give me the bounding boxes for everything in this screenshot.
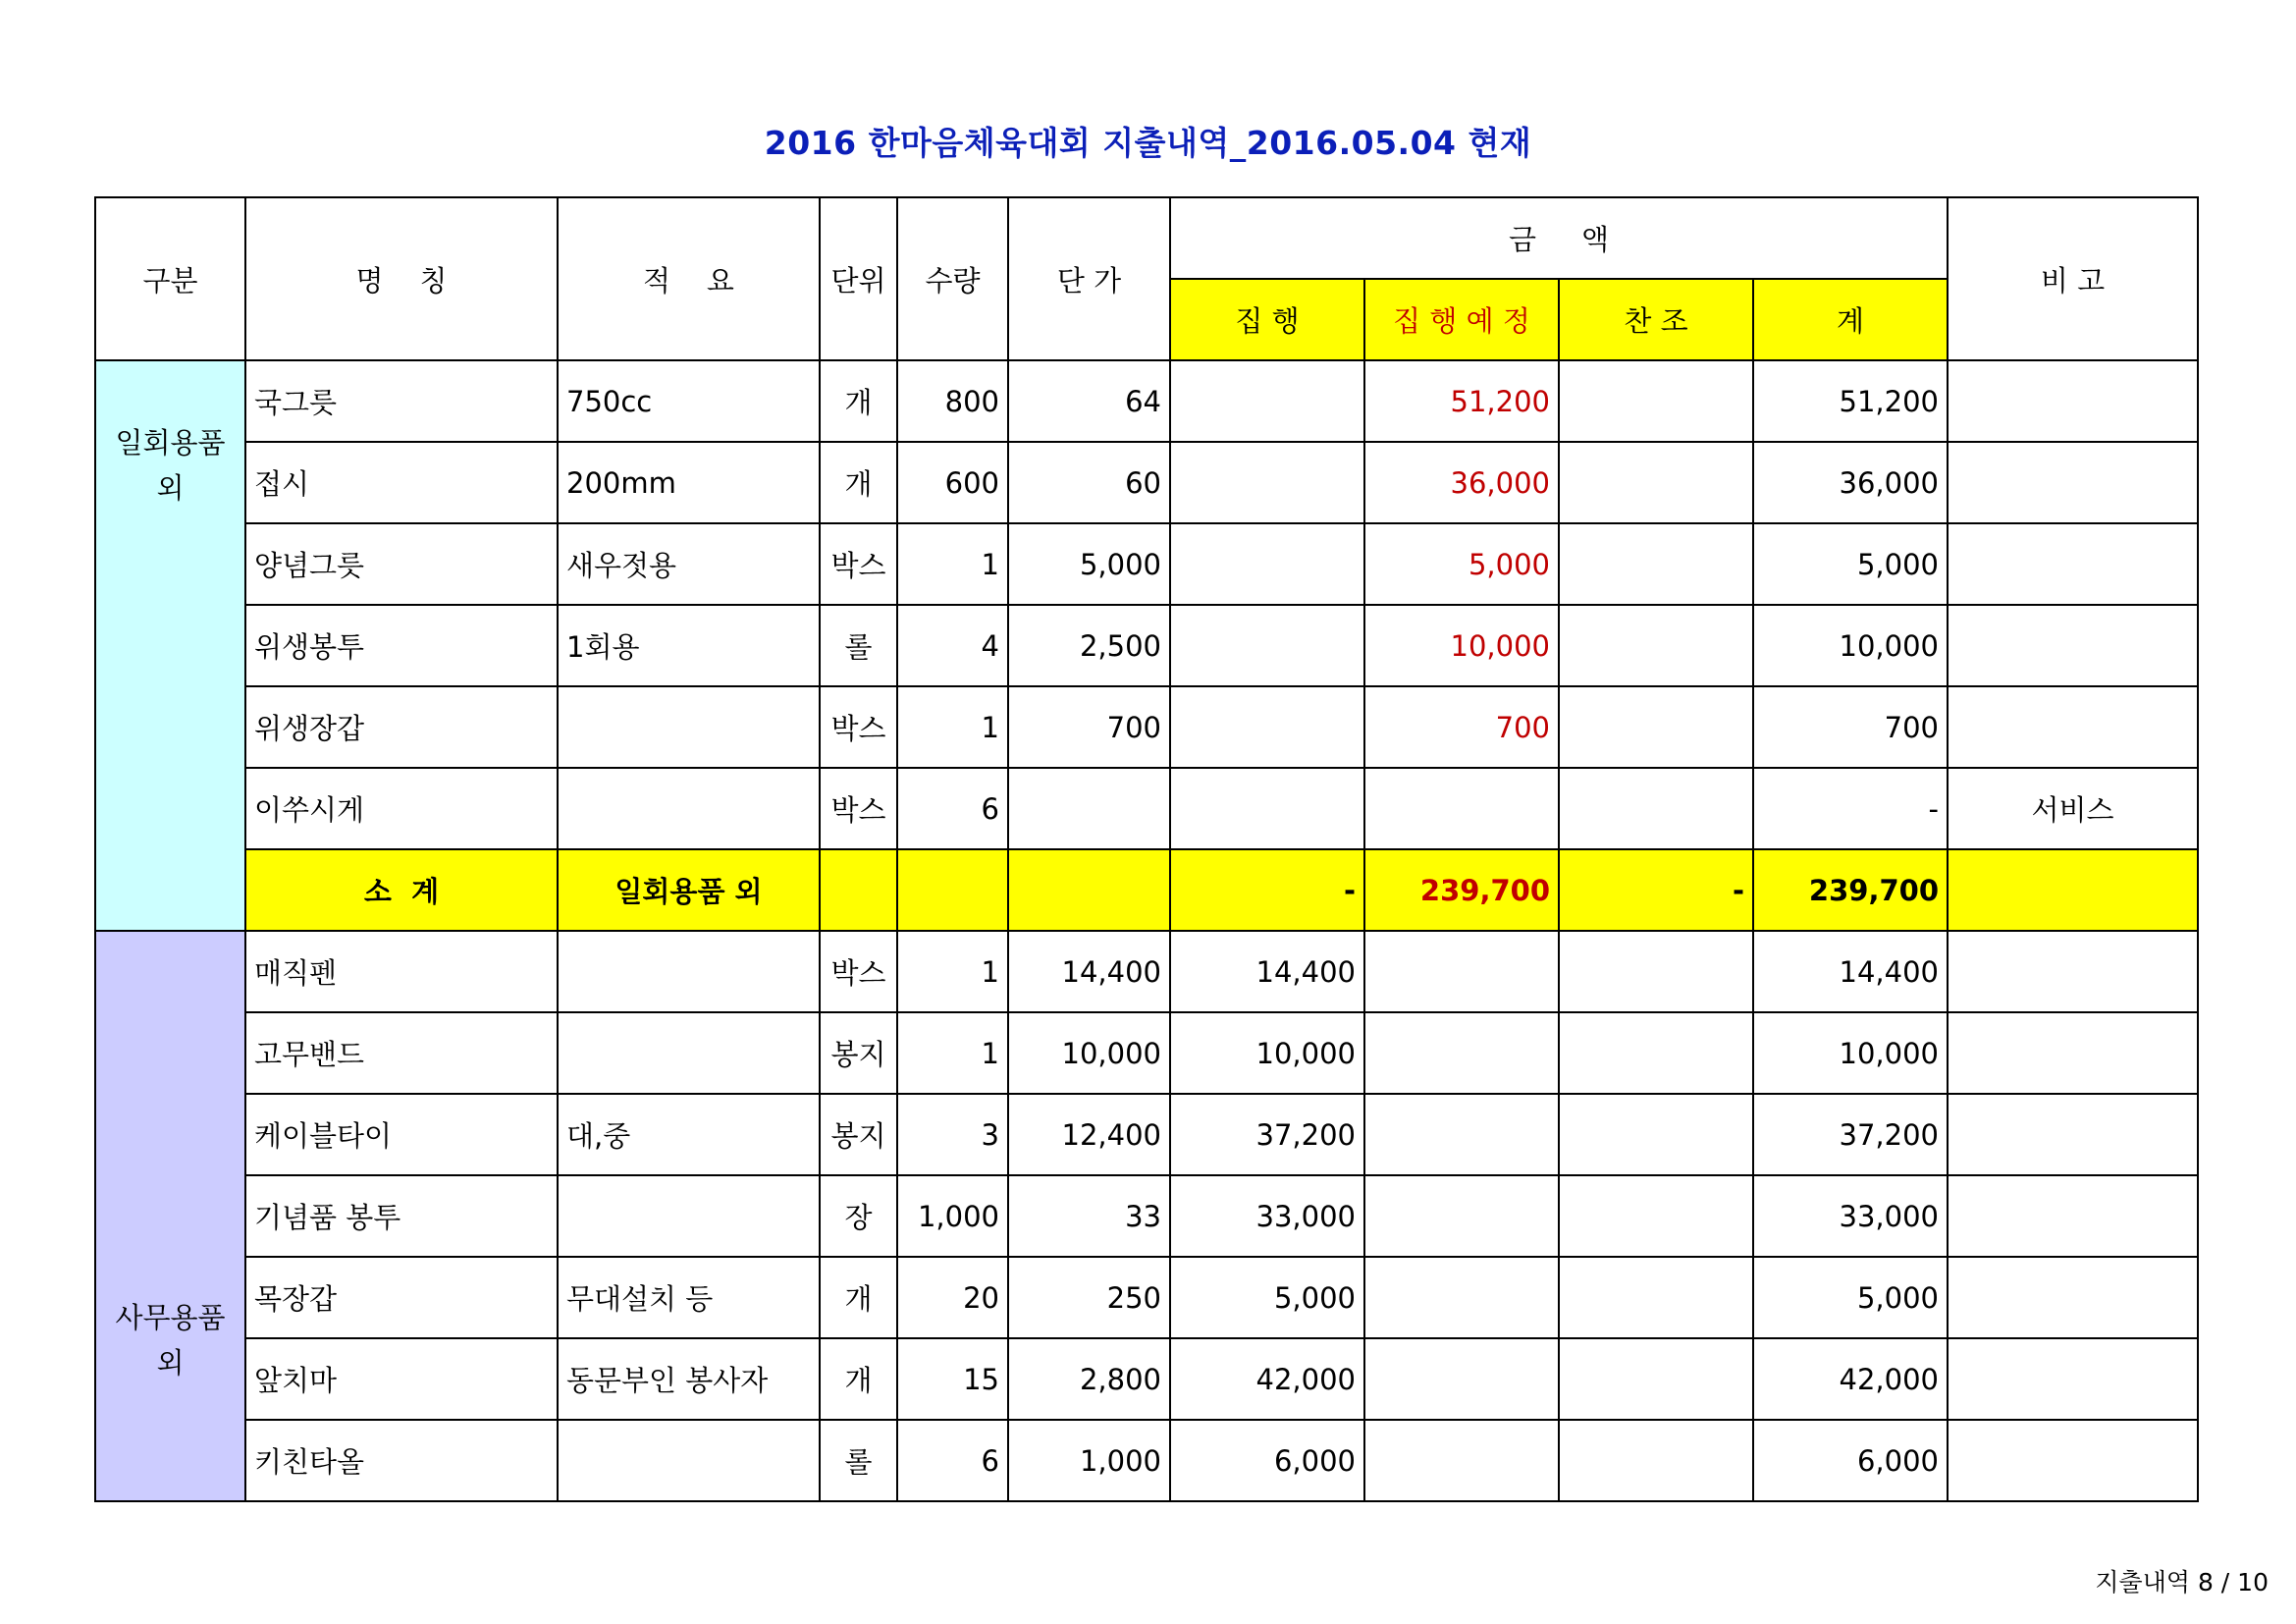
- item-qty: 1: [897, 931, 1008, 1012]
- table-row: [95, 1338, 2198, 1420]
- item-sponsor: [1559, 442, 1753, 523]
- item-name: 기념품 봉투: [245, 1175, 558, 1257]
- item-desc: [558, 1420, 820, 1501]
- item-price: 250: [1008, 1257, 1170, 1338]
- item-price: 10,000: [1008, 1012, 1170, 1094]
- item-unit: 봉지: [820, 1012, 897, 1094]
- item-name: 고무밴드: [245, 1012, 558, 1094]
- expense-table: [94, 196, 2199, 1502]
- page-footer: 지출내역 8 / 10: [2095, 1568, 2269, 1597]
- item-total: 10,000: [1753, 1012, 1948, 1094]
- subtotal-price: [1008, 849, 1170, 931]
- item-executed: [1170, 686, 1364, 768]
- table-row: [95, 605, 2198, 686]
- item-qty: 800: [897, 360, 1008, 442]
- item-price: 33: [1008, 1175, 1170, 1257]
- item-desc: 750cc: [558, 360, 820, 442]
- item-note: [1948, 1338, 2198, 1420]
- item-planned: [1364, 1094, 1559, 1175]
- item-planned: 10,000: [1364, 605, 1559, 686]
- item-name: 양념그릇: [245, 523, 558, 605]
- item-desc: [558, 1175, 820, 1257]
- item-qty: 6: [897, 768, 1008, 849]
- item-note: [1948, 1012, 2198, 1094]
- item-sponsor: [1559, 360, 1753, 442]
- table-row: [95, 931, 2198, 1012]
- item-total: 6,000: [1753, 1420, 1948, 1501]
- item-executed: 37,200: [1170, 1094, 1364, 1175]
- item-executed: 14,400: [1170, 931, 1364, 1012]
- item-desc: [558, 931, 820, 1012]
- item-unit: 박스: [820, 523, 897, 605]
- item-unit: 개: [820, 442, 897, 523]
- item-name: 케이블타이: [245, 1094, 558, 1175]
- item-planned: [1364, 768, 1559, 849]
- subtotal-qty: [897, 849, 1008, 931]
- item-executed: [1170, 360, 1364, 442]
- item-qty: 20: [897, 1257, 1008, 1338]
- header-planned: 집 행 예 정: [1364, 279, 1559, 360]
- item-executed: [1170, 442, 1364, 523]
- item-planned: 5,000: [1364, 523, 1559, 605]
- item-total: 10,000: [1753, 605, 1948, 686]
- item-sponsor: [1559, 523, 1753, 605]
- item-executed: [1170, 523, 1364, 605]
- table-row: [95, 1257, 2198, 1338]
- item-sponsor: [1559, 768, 1753, 849]
- subtotal-unit: [820, 849, 897, 931]
- item-planned: 51,200: [1364, 360, 1559, 442]
- item-unit: 개: [820, 1257, 897, 1338]
- header-sponsor: 찬 조: [1559, 279, 1753, 360]
- item-price: 64: [1008, 360, 1170, 442]
- item-name: 키친타올: [245, 1420, 558, 1501]
- item-name: 접시: [245, 442, 558, 523]
- table-row: [95, 1012, 2198, 1094]
- item-planned: [1364, 1257, 1559, 1338]
- table-row: [95, 1175, 2198, 1257]
- item-total: 33,000: [1753, 1175, 1948, 1257]
- table-row: [95, 442, 2198, 523]
- item-sponsor: [1559, 686, 1753, 768]
- item-note: [1948, 686, 2198, 768]
- item-qty: 1: [897, 1012, 1008, 1094]
- group-label: 일회용품 외: [95, 360, 245, 931]
- item-total: 5,000: [1753, 1257, 1948, 1338]
- header-note: 비 고: [1948, 197, 2198, 360]
- header-row-1: [95, 197, 2198, 279]
- item-total: 14,400: [1753, 931, 1948, 1012]
- item-price: 2,800: [1008, 1338, 1170, 1420]
- item-note: [1948, 1420, 2198, 1501]
- item-price: 700: [1008, 686, 1170, 768]
- table-row: [95, 686, 2198, 768]
- item-sponsor: [1559, 605, 1753, 686]
- item-planned: [1364, 1012, 1559, 1094]
- item-price: 2,500: [1008, 605, 1170, 686]
- item-desc: [558, 768, 820, 849]
- item-planned: [1364, 931, 1559, 1012]
- item-planned: 700: [1364, 686, 1559, 768]
- item-unit: 개: [820, 360, 897, 442]
- item-executed: 42,000: [1170, 1338, 1364, 1420]
- table-row: [95, 523, 2198, 605]
- item-total: -: [1753, 768, 1948, 849]
- item-note: [1948, 442, 2198, 523]
- item-name: 매직펜: [245, 931, 558, 1012]
- item-price: 12,400: [1008, 1094, 1170, 1175]
- item-unit: 박스: [820, 768, 897, 849]
- item-note: 서비스: [1948, 768, 2198, 849]
- subtotal-desc: 일회용품 외: [558, 849, 820, 931]
- group-label: 사무용품 외: [95, 931, 245, 1501]
- item-qty: 600: [897, 442, 1008, 523]
- item-total: 5,000: [1753, 523, 1948, 605]
- item-desc: 대,중: [558, 1094, 820, 1175]
- header-unit: 단위: [820, 197, 897, 360]
- subtotal-note: [1948, 849, 2198, 931]
- item-note: [1948, 1175, 2198, 1257]
- item-sponsor: [1559, 1338, 1753, 1420]
- item-note: [1948, 931, 2198, 1012]
- item-desc: [558, 1012, 820, 1094]
- item-unit: 롤: [820, 1420, 897, 1501]
- item-planned: [1364, 1420, 1559, 1501]
- item-executed: 5,000: [1170, 1257, 1364, 1338]
- item-unit: 박스: [820, 931, 897, 1012]
- item-qty: 1: [897, 523, 1008, 605]
- item-executed: [1170, 768, 1364, 849]
- header-executed: 집 행: [1170, 279, 1364, 360]
- table-row: [95, 1094, 2198, 1175]
- header-desc: 적 요: [558, 197, 820, 360]
- table-row: [95, 360, 2198, 442]
- item-desc: 동문부인 봉사자: [558, 1338, 820, 1420]
- item-unit: 장: [820, 1175, 897, 1257]
- item-executed: 33,000: [1170, 1175, 1364, 1257]
- page-title: 2016 한마음체육대회 지출내역_2016.05.04 현재: [764, 124, 1532, 162]
- item-note: [1948, 523, 2198, 605]
- item-desc: [558, 686, 820, 768]
- item-desc: 무대설치 등: [558, 1257, 820, 1338]
- item-qty: 1,000: [897, 1175, 1008, 1257]
- item-total: 51,200: [1753, 360, 1948, 442]
- header-qty: 수량: [897, 197, 1008, 360]
- item-price: 1,000: [1008, 1420, 1170, 1501]
- item-note: [1948, 360, 2198, 442]
- subtotal-sponsor: -: [1559, 849, 1753, 931]
- table-row: [95, 1420, 2198, 1501]
- subtotal-label: 소 계: [245, 849, 558, 931]
- item-total: 42,000: [1753, 1338, 1948, 1420]
- item-note: [1948, 605, 2198, 686]
- item-unit: 개: [820, 1338, 897, 1420]
- item-name: 위생장갑: [245, 686, 558, 768]
- item-note: [1948, 1094, 2198, 1175]
- item-name: 이쑤시게: [245, 768, 558, 849]
- item-sponsor: [1559, 1257, 1753, 1338]
- subtotal-total: 239,700: [1753, 849, 1948, 931]
- item-name: 국그릇: [245, 360, 558, 442]
- item-sponsor: [1559, 931, 1753, 1012]
- item-price: 60: [1008, 442, 1170, 523]
- item-unit: 박스: [820, 686, 897, 768]
- item-qty: 1: [897, 686, 1008, 768]
- subtotal-planned: 239,700: [1364, 849, 1559, 931]
- item-planned: [1364, 1338, 1559, 1420]
- item-qty: 3: [897, 1094, 1008, 1175]
- subtotal-row: [95, 849, 2198, 931]
- item-price: 14,400: [1008, 931, 1170, 1012]
- item-planned: 36,000: [1364, 442, 1559, 523]
- item-sponsor: [1559, 1012, 1753, 1094]
- item-planned: [1364, 1175, 1559, 1257]
- item-qty: 4: [897, 605, 1008, 686]
- item-total: 700: [1753, 686, 1948, 768]
- header-total: 계: [1753, 279, 1948, 360]
- subtotal-executed: -: [1170, 849, 1364, 931]
- item-sponsor: [1559, 1175, 1753, 1257]
- item-executed: 10,000: [1170, 1012, 1364, 1094]
- item-name: 앞치마: [245, 1338, 558, 1420]
- item-sponsor: [1559, 1420, 1753, 1501]
- item-qty: 15: [897, 1338, 1008, 1420]
- item-executed: 6,000: [1170, 1420, 1364, 1501]
- item-desc: 새우젓용: [558, 523, 820, 605]
- item-name: 목장갑: [245, 1257, 558, 1338]
- header-price: 단 가: [1008, 197, 1170, 360]
- header-name: 명 칭: [245, 197, 558, 360]
- item-note: [1948, 1257, 2198, 1338]
- item-total: 37,200: [1753, 1094, 1948, 1175]
- header-category: 구분: [95, 197, 245, 360]
- item-desc: 200mm: [558, 442, 820, 523]
- item-name: 위생봉투: [245, 605, 558, 686]
- item-total: 36,000: [1753, 442, 1948, 523]
- item-unit: 봉지: [820, 1094, 897, 1175]
- header-amount: 금 액: [1170, 197, 1948, 279]
- item-unit: 롤: [820, 605, 897, 686]
- item-sponsor: [1559, 1094, 1753, 1175]
- item-qty: 6: [897, 1420, 1008, 1501]
- item-executed: [1170, 605, 1364, 686]
- item-price: [1008, 768, 1170, 849]
- table-row: [95, 768, 2198, 849]
- item-desc: 1회용: [558, 605, 820, 686]
- item-price: 5,000: [1008, 523, 1170, 605]
